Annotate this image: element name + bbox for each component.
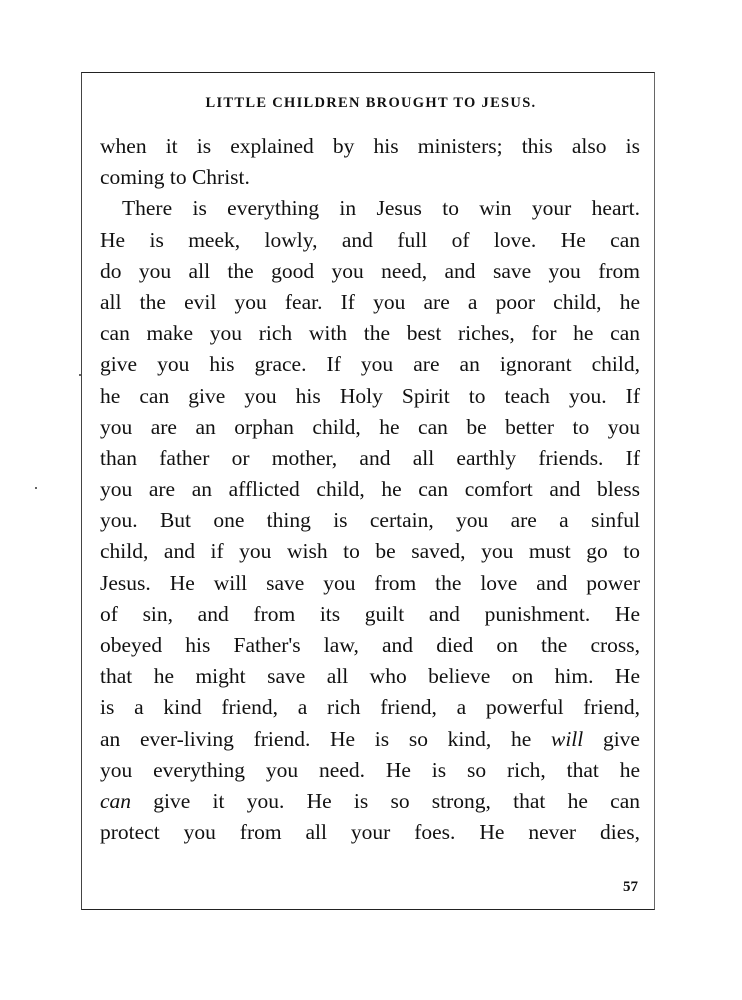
text-line (100, 381, 640, 412)
text-line (100, 786, 640, 817)
text-line (100, 724, 640, 755)
text-line (100, 505, 640, 536)
text-segment: of sin, and from its guilt and punishment. He (100, 601, 640, 626)
text-segment: than father or mother, and all earthly friends. If (100, 445, 640, 470)
text-segment: He is meek, lowly, and full of love. He can (100, 227, 640, 252)
text-segment: when it is explained by his ministers; this also is (100, 134, 640, 158)
text-segment: an ever-living friend. He is so kind, he (100, 726, 551, 751)
body-text (100, 131, 640, 848)
text-segment: you are an orphan child, he can be better to you (100, 414, 640, 439)
text-segment: give it you. He is so strong, that he can (131, 788, 640, 813)
text-line (100, 225, 640, 256)
text-segment: do you all the good you need, and save you from (100, 258, 640, 283)
text-segment: all the evil you fear. If you are a poor child, he (100, 289, 640, 314)
text-line (100, 568, 640, 599)
italic-word: will (550, 726, 584, 751)
text-line (100, 661, 640, 692)
text-line (100, 536, 640, 567)
text-segment: can make you rich with the best riches, for he can (100, 321, 640, 346)
text-line (100, 162, 640, 193)
text-segment: you are an afflicted child, he can comfort and bless (100, 477, 640, 502)
text-segment: obeyed his Father's law, and died on the cross, (100, 633, 640, 657)
text-segment: protect you from all your foes. He never dies, (100, 820, 640, 845)
text-segment: he can give you his Holy Spirit to teach you. If (100, 383, 640, 408)
text-line (100, 599, 640, 630)
text-segment: that he might save all who believe on him. He (100, 664, 640, 689)
text-segment: child, and if you wish to be saved, you must go to (100, 539, 640, 564)
text-segment: Jesus. He will save you from the love and power (100, 570, 640, 595)
text-line (100, 256, 640, 287)
page-number: 57 (623, 879, 638, 895)
text-line (100, 318, 640, 349)
text-segment: you everything you need. He is so rich, that he (100, 757, 640, 782)
text-line (100, 630, 640, 661)
text-line (100, 692, 640, 723)
text-line (100, 443, 640, 474)
text-segment: is a kind friend, a rich friend, a powerful friend, (100, 695, 640, 720)
text-line (100, 193, 640, 224)
text-line (100, 474, 640, 505)
text-line (100, 755, 640, 786)
print-speck (35, 487, 37, 489)
running-head: LITTLE CHILDREN BROUGHT TO JESUS. (205, 95, 537, 111)
text-segment: coming to Christ. (100, 165, 250, 190)
italic-word: can (100, 788, 132, 813)
text-segment: give you his grace. If you are an ignorant child, (100, 352, 640, 377)
text-segment: give (583, 726, 640, 751)
text-line (100, 349, 640, 380)
print-speck (79, 374, 81, 376)
text-line (100, 131, 640, 162)
text-line (100, 287, 640, 318)
text-line (100, 817, 640, 848)
text-line (100, 412, 640, 443)
text-segment: There is everything in Jesus to win your heart. (122, 196, 640, 221)
text-segment: you. But one thing is certain, you are a sinful (100, 508, 640, 533)
